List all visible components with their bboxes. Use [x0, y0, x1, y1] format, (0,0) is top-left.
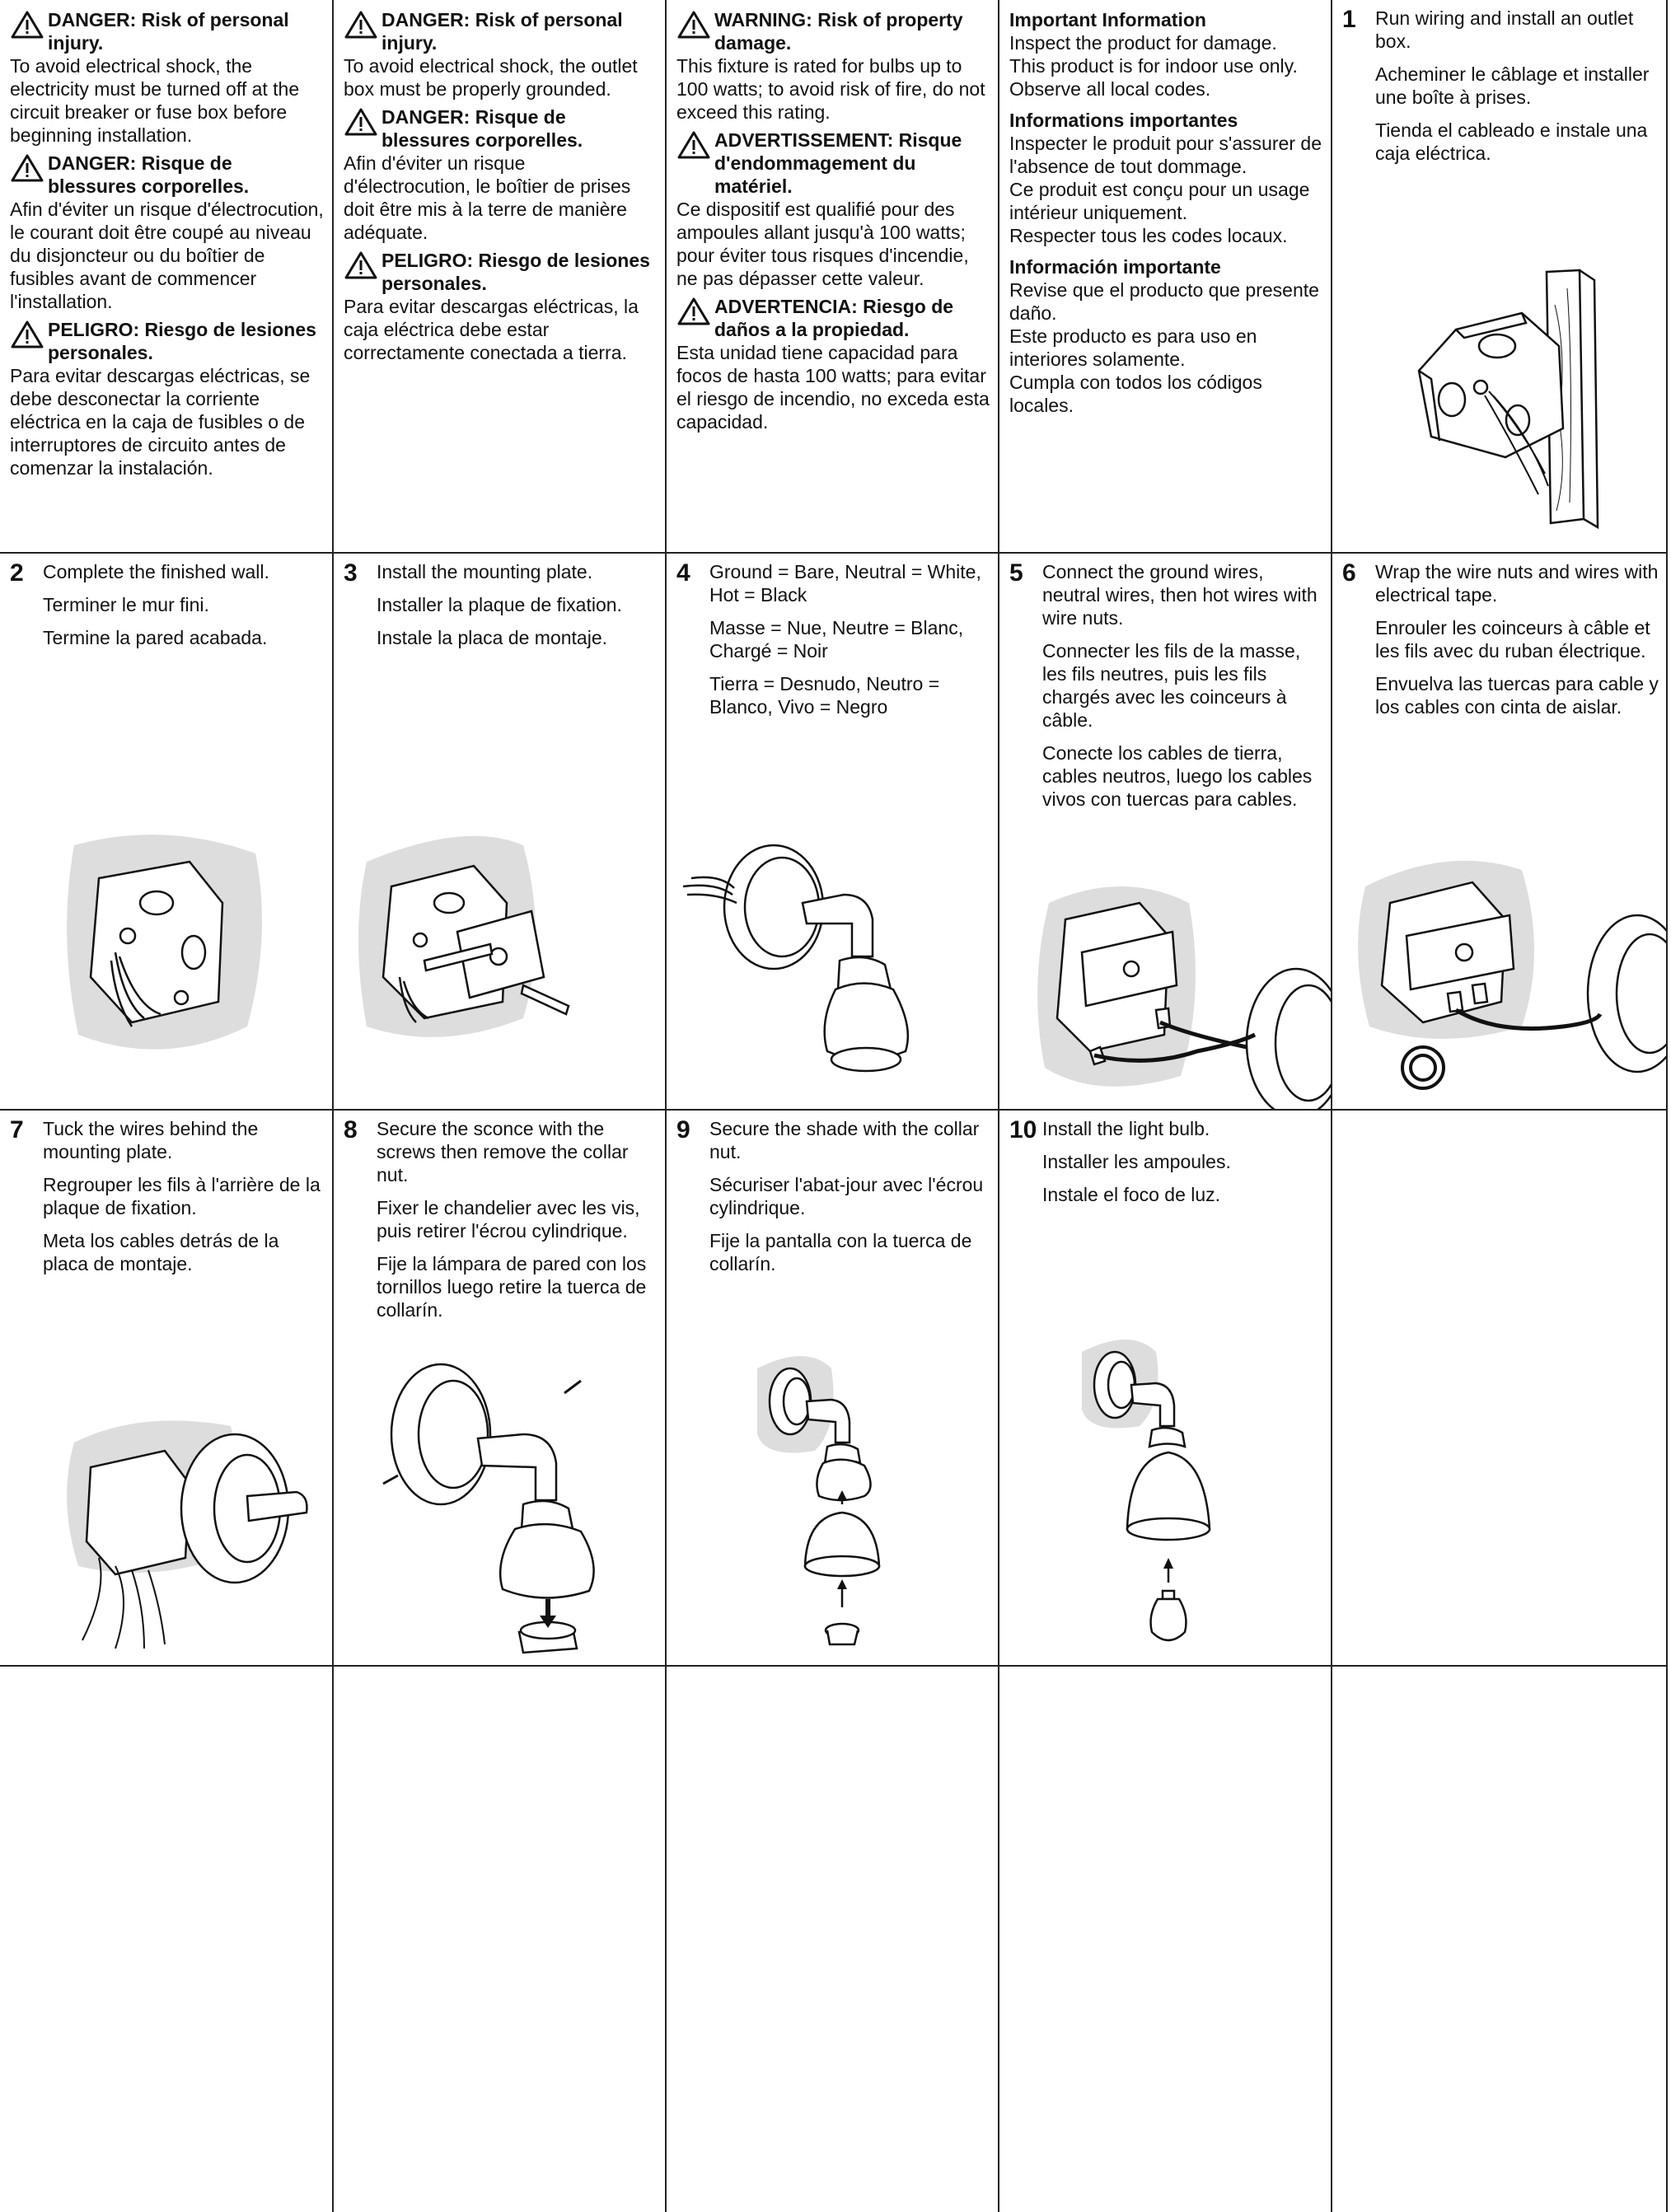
warning-heading: [10, 318, 324, 364]
shade-collar-illustration: [667, 1344, 998, 1665]
warning-triangle-icon: [676, 297, 713, 326]
warning-cell-property: [667, 0, 999, 554]
info-line: Inspecter le produit pour s'assurer de l'absence de tout dommage.: [1009, 133, 1322, 177]
step-text-es: Conecte los cables de tierra, cables neutros, luego los cables vivos con tuercas para cables.: [1042, 742, 1313, 810]
warning-triangle-icon: [344, 250, 380, 280]
step: [1342, 7, 1659, 175]
step-text: [709, 560, 990, 728]
step-cell-2: [0, 554, 334, 1111]
step-text: [377, 1117, 657, 1331]
warning-heading-text: ADVERTENCIA: Riesgo de daños a la propiedad.: [714, 296, 954, 340]
warning-body: To avoid electrical shock, the outlet box must be properly grounded.: [344, 55, 638, 100]
step-text: [43, 560, 269, 659]
warning-heading: [676, 295, 990, 341]
step: [344, 560, 657, 659]
step-cell-3: [334, 554, 667, 1111]
step-number: 8: [344, 1116, 358, 1143]
warning-heading: [10, 152, 324, 198]
step: [1342, 560, 1659, 728]
step-text-es: Envuelva las tuercas para cable y los cables con cinta de aislar.: [1375, 673, 1659, 718]
step: [1009, 1117, 1322, 1216]
warning-heading: [676, 129, 990, 198]
info-heading: Información importante: [1009, 256, 1221, 278]
step-cell-10: [999, 1111, 1332, 1667]
step-cell-9: [667, 1111, 999, 1667]
info-body: [1009, 31, 1322, 101]
warning-cell-grounding: [334, 0, 667, 554]
sconce-screws-collar-illustration: [334, 1344, 665, 1665]
step-text-fr: Masse = Nue, Neutre = Blanc, Chargé = Noir: [709, 617, 964, 662]
step-number: 6: [1342, 559, 1356, 587]
step-cell-4: [667, 554, 999, 1111]
step-text-en: Run wiring and install an outlet box.: [1375, 7, 1634, 52]
step-text-en: Ground = Bare, Neutral = White, Hot = Black: [709, 561, 981, 606]
light-bulb-illustration: [999, 1319, 1331, 1665]
warning-triangle-icon: [344, 107, 380, 137]
tuck-wires-illustration: [0, 1393, 332, 1665]
step-number: 10: [1009, 1116, 1037, 1143]
warning-triangle-icon: [344, 10, 380, 40]
step-text-fr: Fixer le chandelier avec les vis, puis retirer l'écrou cylindrique.: [377, 1197, 640, 1242]
step-text: [1375, 7, 1659, 175]
step-text-fr: Sécuriser l'abat-jour avec l'écrou cylindrique.: [709, 1174, 984, 1218]
warning-body: Esta unidad tiene capacidad para focos de hasta 100 watts; para evitar el riesgo de incendio, no exceda esta capacidad.: [676, 342, 990, 433]
warning-body: Para evitar descargas eléctricas, la caja eléctrica debe estar correctamente conectada a tierra.: [344, 296, 639, 363]
step: [676, 560, 990, 728]
step-text-es: Tienda el cableado e instale una caja eléctrica.: [1375, 119, 1648, 164]
empty-cell: [667, 1667, 999, 2212]
warning-body: To avoid electrical shock, the electricity must be turned off at the circuit breaker or fuse box before beginning installation.: [10, 55, 300, 146]
info-body: [1009, 278, 1322, 417]
wire-nuts-connection-illustration: [999, 870, 1331, 1109]
info-line: Observe all local codes.: [1009, 78, 1211, 100]
outlet-box-stud-illustration: [1332, 255, 1668, 552]
step-text-en: Secure the sconce with the screws then remove the collar nut.: [377, 1118, 629, 1186]
step-cell-1: [1332, 0, 1668, 554]
warning-body: This fixture is rated for bulbs up to 100 watts; to avoid risk of fire, do not exceed this rating.: [676, 55, 985, 123]
warning-heading-text: DANGER: Risque de blessures corporelles.: [48, 152, 250, 197]
warning-triangle-icon: [10, 320, 46, 349]
step-text-es: Termine la pared acabada.: [43, 627, 268, 648]
step-text-fr: Enrouler les coinceurs à câble et les fils avec du ruban électrique.: [1375, 617, 1650, 662]
warning-body: Ce dispositif est qualifié pour des ampoules allant jusqu'à 100 watts; pour éviter tous risques d'incendie, ne pas dépasser cette valeur.: [676, 199, 969, 289]
warning-body: Afin d'éviter un risque d'électrocution, le courant doit être coupé au niveau du disjoncteur ou du boîtier de fusibles avant de commencer l'installation.: [10, 199, 324, 312]
info-line: Este producto es para uso en interiores solamente.: [1009, 325, 1257, 370]
empty-cell: [334, 1667, 667, 2212]
step: [10, 560, 324, 659]
step: [344, 1117, 657, 1331]
step-cell-6: [1332, 554, 1668, 1111]
info-heading: Important Information: [1009, 9, 1206, 30]
warning-triangle-icon: [10, 153, 46, 183]
step-text-en: Tuck the wires behind the mounting plate.: [43, 1118, 259, 1162]
step-text: [1375, 560, 1659, 728]
step-text-en: Install the light bulb.: [1042, 1118, 1210, 1139]
step: [676, 1117, 990, 1285]
warning-triangle-icon: [676, 130, 713, 160]
warning-cell-electrical: [0, 0, 334, 554]
info-line: Revise que el producto que presente daño.: [1009, 279, 1319, 324]
warning-heading-text: ADVERTISSEMENT: Risque d'endommagement du matériel.: [714, 129, 962, 197]
empty-cell: [999, 1667, 1332, 2212]
step-text: [1042, 560, 1322, 821]
warning-body: Para evitar descargas eléctricas, se debe desconectar la corriente eléctrica en la caja de fusibles o de interruptores de circuito antes de comenzar la instalación.: [10, 365, 311, 479]
step-number: 2: [10, 559, 24, 587]
step-text-en: Install the mounting plate.: [377, 561, 593, 582]
step-text-es: Meta los cables detrás de la placa de montaje.: [43, 1230, 279, 1274]
finished-wall-box-illustration: [0, 812, 332, 1109]
step-text-es: Instale el foco de luz.: [1042, 1184, 1221, 1205]
info-heading: Informations importantes: [1009, 110, 1238, 131]
warning-triangle-icon: [10, 10, 46, 40]
step: [10, 1117, 324, 1285]
warning-heading-text: PELIGRO: Riesgo de lesiones personales.: [48, 319, 316, 363]
step-number: 3: [344, 559, 358, 587]
step-text-en: Wrap the wire nuts and wires with electrical tape.: [1375, 561, 1659, 606]
warning-heading-text: DANGER: Risk of personal injury.: [381, 9, 623, 54]
warning-body: Afin d'éviter un risque d'électrocution, le boîtier de prises doit être mis à la terre de manière adéquate.: [344, 152, 631, 243]
step-number: 5: [1009, 559, 1023, 587]
electrical-tape-illustration: [1332, 837, 1668, 1109]
warning-heading: [344, 105, 657, 152]
step-text-es: Instale la placa de montaje.: [377, 627, 608, 648]
step-text-en: Secure the shade with the collar nut.: [709, 1118, 980, 1162]
warning-heading-text: WARNING: Risk of property damage.: [714, 9, 963, 54]
step-text-fr: Acheminer le câblage et installer une boîte à prises.: [1375, 63, 1650, 108]
info-line: This product is for indoor use only.: [1009, 55, 1298, 77]
step-cell-8: [334, 1111, 667, 1667]
empty-cell: [1332, 1667, 1668, 2212]
empty-cell: [1332, 1111, 1668, 1667]
step-text-es: Fije la lámpara de pared con los tornillos luego retire la tuerca de collarín.: [377, 1253, 647, 1321]
warning-triangle-icon: [676, 10, 713, 40]
step-number: 1: [1342, 6, 1356, 33]
info-line: Ce produit est conçu pour un usage intérieur uniquement.: [1009, 179, 1310, 223]
step-text-es: Tierra = Desnudo, Neutro = Blanco, Vivo = Negro: [709, 673, 940, 718]
step-text-en: Complete the finished wall.: [43, 561, 269, 582]
step-text-fr: Installer les ampoules.: [1042, 1151, 1231, 1172]
step-text: [43, 1117, 324, 1285]
warning-heading: [344, 249, 657, 295]
info-line: Respecter tous les codes locaux.: [1009, 225, 1288, 246]
info-body: [1009, 132, 1322, 247]
warning-heading: [10, 8, 324, 54]
step-text-fr: Installer la plaque de fixation.: [377, 594, 622, 615]
step-cell-7: [0, 1111, 334, 1667]
step-number: 9: [676, 1116, 690, 1143]
step-cell-5: [999, 554, 1332, 1111]
step-text-fr: Regrouper les fils à l'arrière de la plaque de fixation.: [43, 1174, 321, 1218]
warning-heading-text: DANGER: Risk of personal injury.: [48, 9, 289, 54]
mounting-plate-illustration: [334, 812, 665, 1109]
warning-heading: [676, 8, 990, 54]
step-text: [709, 1117, 990, 1285]
info-line: Cumpla con todos los códigos locales.: [1009, 372, 1262, 416]
step-number: 7: [10, 1116, 24, 1143]
step: [1009, 560, 1322, 821]
sconce-wires-illustration: [667, 812, 998, 1109]
warning-heading-text: DANGER: Risque de blessures corporelles.: [381, 106, 583, 151]
empty-cell: [0, 1667, 334, 2212]
step-text: [1042, 1117, 1231, 1216]
step-text: [377, 560, 622, 659]
info-line: Inspect the product for damage.: [1009, 32, 1277, 54]
warning-heading: [344, 8, 657, 54]
step-text-fr: Connecter les fils de la masse, les fils neutres, puis les fils chargés avec les coinceurs à câble.: [1042, 640, 1301, 731]
step-text-es: Fije la pantalla con la tuerca de collarín.: [709, 1230, 972, 1274]
step-number: 4: [676, 559, 690, 587]
step-text-fr: Terminer le mur fini.: [43, 594, 209, 615]
warning-heading-text: PELIGRO: Riesgo de lesiones personales.: [381, 250, 650, 294]
step-text-en: Connect the ground wires, neutral wires, then hot wires with wire nuts.: [1042, 561, 1318, 629]
info-cell: [999, 0, 1332, 554]
